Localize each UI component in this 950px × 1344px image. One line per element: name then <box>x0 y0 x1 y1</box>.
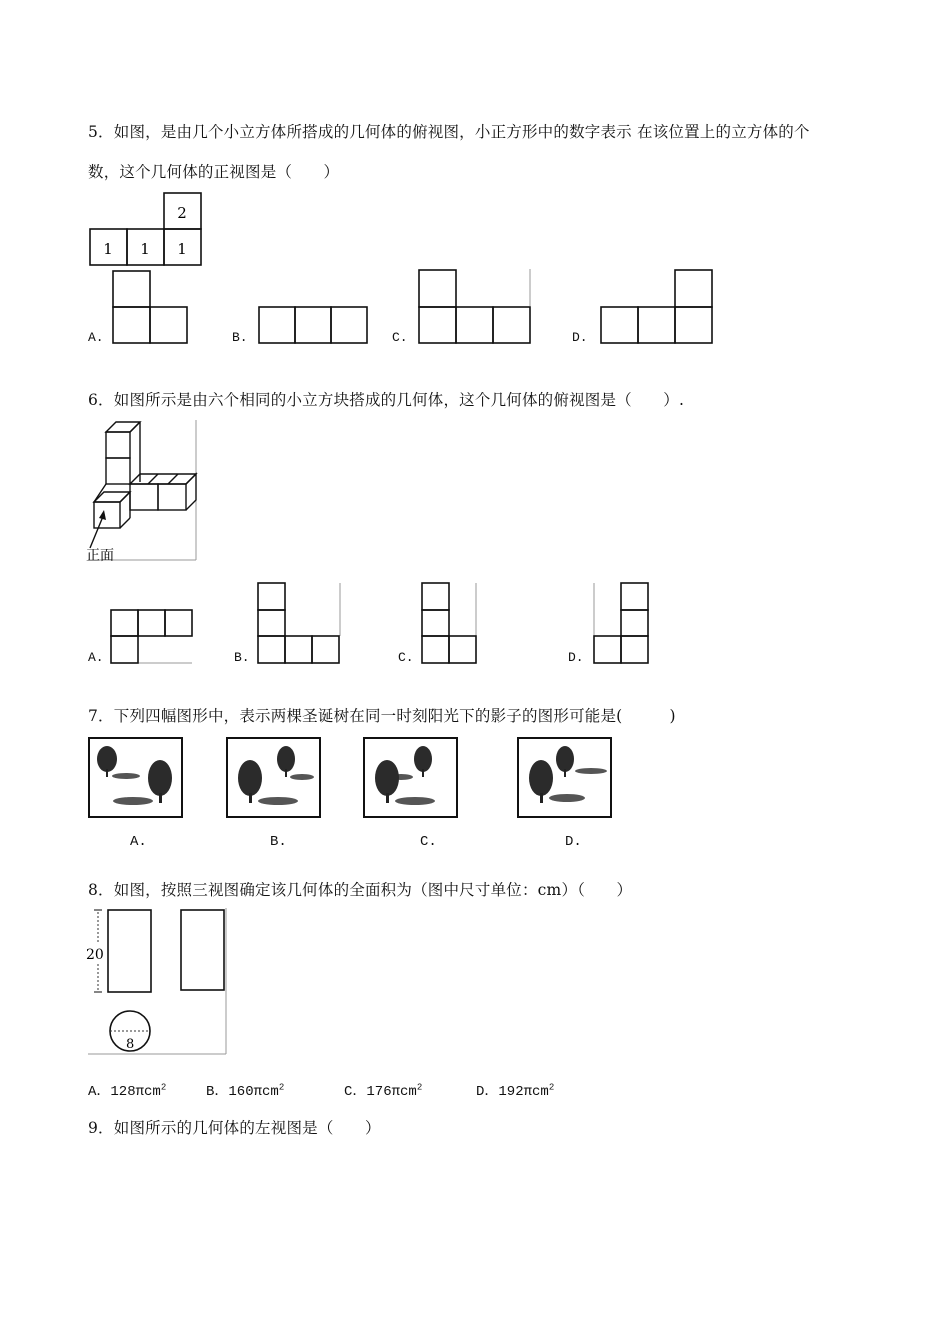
q6-option-d-figure[interactable] <box>592 582 652 666</box>
q5-cell-number: 1 <box>103 240 113 258</box>
q6-front-label: 正面 <box>86 548 114 564</box>
q6-option-d-label[interactable]: D. <box>568 650 584 665</box>
q7-option-d-label[interactable]: D. <box>565 834 582 850</box>
q7-option-c-figure[interactable] <box>363 737 459 819</box>
q6-option-a-label[interactable]: A. <box>88 650 104 665</box>
q5-option-c-figure[interactable] <box>418 268 533 346</box>
q5-text-line1: 5．如图，是由几个小立方体所搭成的几何体的俯视图，小正方形中的数字表示 在该位置上的立方体的个 <box>88 123 810 141</box>
q8-option-c[interactable] <box>344 1080 422 1100</box>
q8-option-c-unit: πcm <box>391 1084 417 1100</box>
q5-option-a-figure[interactable] <box>112 270 192 346</box>
q5-cell-number: 1 <box>177 240 187 258</box>
q8-option-d-label: D． <box>476 1084 499 1100</box>
q8-option-a[interactable] <box>88 1080 166 1100</box>
q8-option-a-exp: 2 <box>160 1082 167 1093</box>
q8-option-a-unit: πcm <box>135 1084 161 1100</box>
q8-option-d[interactable] <box>476 1080 554 1100</box>
q8-option-b-unit: πcm <box>253 1084 279 1100</box>
q8-three-views-figure <box>86 906 230 1058</box>
q6-option-b-label[interactable]: B. <box>234 650 250 665</box>
q8-option-d-value: 192 <box>498 1084 524 1100</box>
q7-option-d-figure[interactable] <box>517 737 613 819</box>
q5-option-a-label[interactable]: A. <box>88 330 104 345</box>
q8-height-dimension: 20 <box>86 947 104 963</box>
q8-option-a-label: A． <box>88 1084 111 1100</box>
q5-text-line2: 数，这个几何体的正视图是（ ） <box>88 163 340 181</box>
q5-cell-number: 1 <box>140 240 150 258</box>
q8-option-a-value: 128 <box>110 1084 136 1100</box>
q8-option-b[interactable] <box>206 1080 284 1100</box>
q6-option-c-figure[interactable] <box>420 582 480 666</box>
q9-text-line1: 9．如图所示的几何体的左视图是（ ） <box>88 1119 381 1137</box>
q5-option-b-label[interactable]: B. <box>232 330 248 345</box>
q6-text-line1: 6．如图所示是由六个相同的小立方块搭成的几何体，这个几何体的俯视图是（ ）. <box>88 391 685 409</box>
q8-text-line1: 8．如图，按照三视图确定该几何体的全面积为（图中尺寸单位：cm）（ ） <box>88 881 633 899</box>
q5-option-c-label[interactable]: C. <box>392 330 408 345</box>
q7-option-a-label[interactable]: A. <box>130 834 147 850</box>
q8-option-b-label: B． <box>206 1084 229 1100</box>
q8-option-c-label: C． <box>344 1084 367 1100</box>
q8-option-c-exp: 2 <box>416 1082 423 1093</box>
q7-option-b-figure[interactable] <box>226 737 322 819</box>
q6-solid-figure <box>86 418 200 564</box>
q7-text-line1: 7．下列四幅图形中，表示两棵圣诞树在同一时刻阳光下的影子的图形可能是( ) <box>88 707 676 725</box>
q8-option-c-value: 176 <box>366 1084 392 1100</box>
q8-diameter-dimension: 8 <box>126 1037 135 1052</box>
q5-option-d-figure[interactable] <box>598 268 716 346</box>
q7-option-a-figure[interactable] <box>88 737 184 819</box>
q5-cell-number: 2 <box>177 204 187 222</box>
q5-top-view-figure <box>88 190 208 270</box>
q7-option-c-label[interactable]: C. <box>420 834 437 850</box>
q5-option-b-figure[interactable] <box>258 306 370 346</box>
q8-side-view <box>181 910 224 990</box>
q7-option-b-label[interactable]: B. <box>270 834 287 850</box>
q8-option-b-value: 160 <box>228 1084 254 1100</box>
q6-option-c-label[interactable]: C. <box>398 650 414 665</box>
q8-option-b-exp: 2 <box>278 1082 285 1093</box>
q5-option-d-label[interactable]: D. <box>572 330 588 345</box>
q6-option-a-figure[interactable] <box>110 608 194 666</box>
q8-front-view <box>108 910 151 992</box>
q6-option-b-figure[interactable] <box>256 582 342 666</box>
q8-option-d-exp: 2 <box>548 1082 555 1093</box>
q8-option-d-unit: πcm <box>523 1084 549 1100</box>
